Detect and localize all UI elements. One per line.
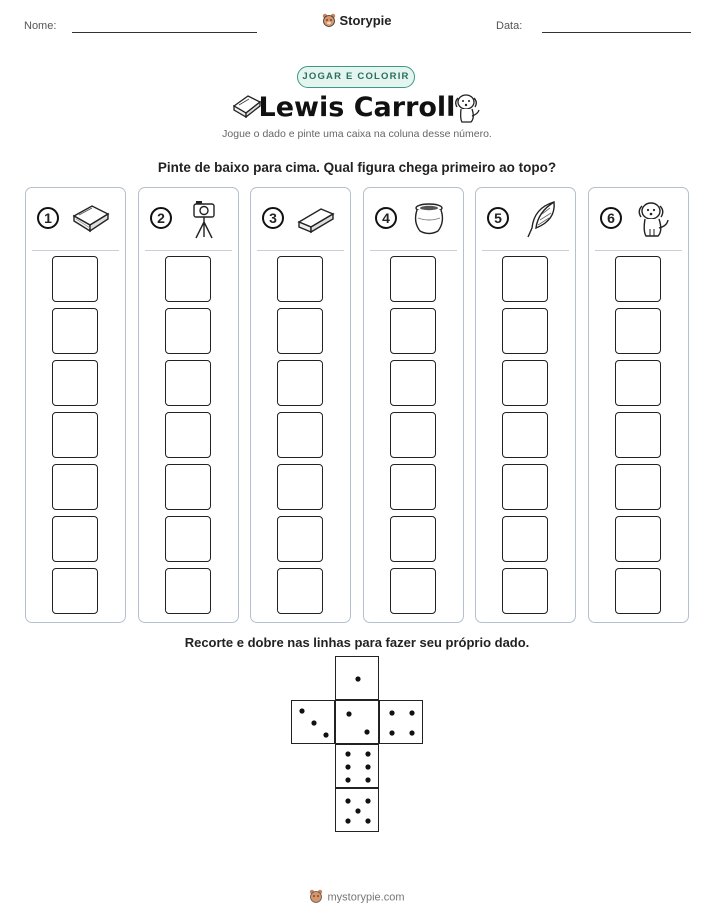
color-box[interactable] (165, 464, 211, 510)
footer-url: mystorypie.com (327, 891, 405, 904)
column-1 (25, 187, 126, 623)
column-divider (482, 250, 569, 251)
column-5 (475, 187, 576, 623)
activity-badge: JOGAR E COLORIR (297, 66, 415, 88)
color-box[interactable] (277, 516, 323, 562)
color-box[interactable] (502, 308, 548, 354)
column-6 (588, 187, 689, 623)
brand-logo (0, 13, 714, 30)
color-box[interactable] (615, 308, 661, 354)
title-puppy-icon (452, 92, 482, 129)
column-3 (250, 187, 351, 623)
color-box[interactable] (502, 412, 548, 458)
color-box[interactable] (615, 412, 661, 458)
column-number: 5 (487, 207, 509, 229)
camera-icon (183, 198, 225, 240)
color-box[interactable] (390, 464, 436, 510)
color-box[interactable] (502, 464, 548, 510)
page-subtitle: Jogue o dado e pinte uma caixa na coluna desse número. (222, 128, 492, 140)
color-box[interactable] (52, 568, 98, 614)
dice-instruction: Recorte e dobre nas linhas para fazer seu próprio dado. (184, 635, 530, 650)
column-number: 6 (600, 207, 622, 229)
column-divider (370, 250, 457, 251)
dice-face-5 (335, 788, 379, 832)
color-box[interactable] (165, 360, 211, 406)
color-box[interactable] (390, 308, 436, 354)
column-divider (257, 250, 344, 251)
color-box[interactable] (165, 412, 211, 458)
color-box[interactable] (615, 516, 661, 562)
column-divider (32, 250, 119, 251)
color-box[interactable] (52, 308, 98, 354)
column-2 (138, 187, 239, 623)
color-box[interactable] (502, 256, 548, 302)
color-box[interactable] (615, 360, 661, 406)
color-box[interactable] (390, 360, 436, 406)
name-label: Nome: (24, 20, 57, 32)
color-box[interactable] (615, 256, 661, 302)
pot-icon (408, 198, 450, 240)
color-box[interactable] (165, 516, 211, 562)
color-box[interactable] (390, 568, 436, 614)
bear-logo-icon (322, 13, 336, 30)
color-box[interactable] (615, 464, 661, 510)
dice-face-4 (379, 700, 423, 744)
color-box[interactable] (277, 464, 323, 510)
column-divider (595, 250, 682, 251)
column-number: 2 (150, 207, 172, 229)
name-line (72, 32, 257, 33)
color-box[interactable] (165, 256, 211, 302)
color-box[interactable] (502, 360, 548, 406)
column-number: 4 (375, 207, 397, 229)
color-box[interactable] (52, 464, 98, 510)
date-line (542, 32, 691, 33)
dice-face-3 (291, 700, 335, 744)
column-number: 1 (37, 207, 59, 229)
color-box[interactable] (390, 412, 436, 458)
footer (0, 889, 714, 906)
footer-bear-icon (309, 889, 323, 906)
color-box[interactable] (165, 308, 211, 354)
color-box[interactable] (52, 412, 98, 458)
color-box[interactable] (277, 256, 323, 302)
color-box[interactable] (502, 568, 548, 614)
column-divider (145, 250, 232, 251)
dice-face-1 (335, 656, 379, 700)
date-label: Data: (496, 20, 523, 32)
color-box[interactable] (52, 256, 98, 302)
color-box[interactable] (165, 568, 211, 614)
color-box[interactable] (390, 256, 436, 302)
puppy-icon (633, 198, 675, 240)
column-4 (363, 187, 464, 623)
instruction: Pinte de baixo para cima. Qual figura chega primeiro ao topo? (157, 160, 557, 175)
column-number: 3 (262, 207, 284, 229)
feather-icon (520, 198, 562, 240)
brand-name: Storypie (339, 13, 392, 28)
color-box[interactable] (277, 568, 323, 614)
color-box[interactable] (52, 360, 98, 406)
dice-face-6 (335, 744, 379, 788)
color-box[interactable] (277, 412, 323, 458)
color-box[interactable] (615, 568, 661, 614)
eraser-icon (295, 198, 337, 240)
color-box[interactable] (52, 516, 98, 562)
color-box[interactable] (277, 360, 323, 406)
color-box[interactable] (502, 516, 548, 562)
book-icon (70, 198, 112, 240)
color-box[interactable] (277, 308, 323, 354)
color-box[interactable] (390, 516, 436, 562)
page-title: Lewis Carroll (258, 92, 456, 123)
dice-face-2 (335, 700, 379, 744)
